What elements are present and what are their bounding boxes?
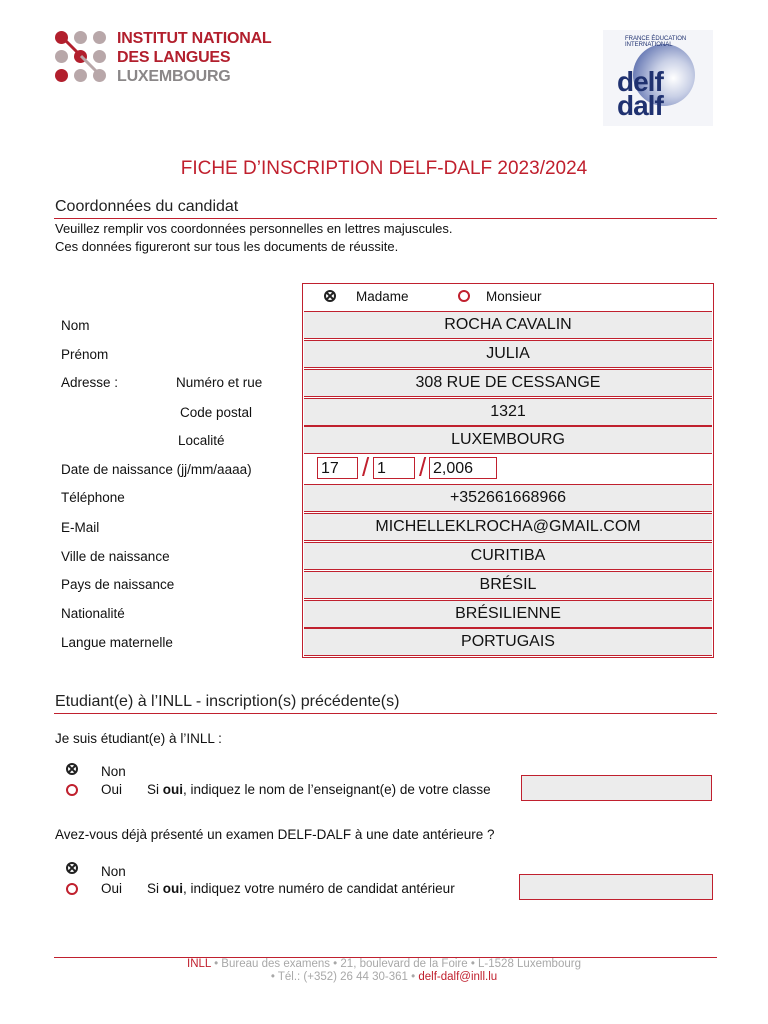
label-code-postal: Code postal (180, 405, 253, 420)
question-student: Je suis étudiant(e) à l’INLL : (55, 731, 222, 746)
birth-year-field[interactable]: 2,006 (429, 457, 497, 479)
section-heading-candidate: Coordonnées du candidat (55, 198, 239, 215)
birth-day-field[interactable]: 17 (317, 457, 358, 479)
delf-dalf-logo (603, 30, 713, 126)
instruction-line1: Veuillez remplir vos coordonnées personnelles en lettres majuscules. (55, 221, 453, 236)
previous-non-label: Non (101, 864, 126, 879)
teacher-hint: Si oui, indiquez le nom de l’enseignant(e) de votre classe (147, 782, 491, 797)
pays-naissance-field[interactable]: BRÉSIL (304, 571, 712, 599)
section-heading-student: Etudiant(e) à l’INLL - inscription(s) précédente(s) (55, 693, 400, 710)
label-ville-naissance: Ville de naissance (61, 549, 170, 564)
telephone-field[interactable]: +352661668966 (304, 484, 712, 512)
footer-email-link[interactable]: delf-dalf@inll.lu (418, 971, 498, 983)
logo-connector-lines (55, 30, 115, 85)
footer-line1: INLL • Bureau des examens • 21, boulevard de la Foire • L-1528 Luxembourg (187, 958, 581, 970)
label-nom: Nom (61, 318, 90, 333)
rue-field[interactable]: 308 RUE DE CESSANGE (304, 369, 712, 397)
label-naissance: Date de naissance (jj/mm/aaaa) (61, 462, 252, 477)
label-nationalite: Nationalité (61, 606, 125, 621)
label-rue: Numéro et rue (176, 375, 263, 390)
inll-logo-text (117, 29, 272, 86)
nom-field[interactable]: ROCHA CAVALIN (304, 311, 712, 339)
question-previous-exam: Avez-vous déjà présenté un examen DELF-DALF à une date antérieure ? (55, 827, 495, 842)
section-rule (54, 218, 717, 219)
label-email: E-Mail (61, 520, 100, 535)
footer-line2: • Tél.: (+352) 26 44 30-361 • delf-dalf@inll.lu (270, 971, 498, 983)
instruction-line2: Ces données figureront sur tous les documents de réussite. (55, 239, 399, 254)
label-pays-naissance: Pays de naissance (61, 577, 175, 592)
label-adresse: Adresse : (61, 375, 119, 390)
dalf-word: dalf (617, 90, 663, 121)
section-rule (54, 713, 717, 714)
localite-field[interactable]: LUXEMBOURG (304, 426, 712, 454)
page-title: FICHE D’INSCRIPTION DELF-DALF 2023/2024 (180, 158, 588, 179)
prenom-field[interactable]: JULIA (304, 340, 712, 368)
student-non-radio[interactable] (66, 763, 78, 775)
ville-naissance-field[interactable]: CURITIBA (304, 542, 712, 570)
previous-non-radio[interactable] (66, 862, 78, 874)
candidate-number-input[interactable] (519, 874, 713, 900)
code-postal-field[interactable]: 1321 (304, 398, 712, 426)
teacher-name-input[interactable] (521, 775, 712, 801)
date-separator: / (362, 452, 370, 482)
langue-field[interactable]: PORTUGAIS (304, 628, 712, 656)
student-oui-label: Oui (101, 782, 123, 797)
label-prenom: Prénom (61, 347, 109, 362)
monsieur-label: Monsieur (486, 289, 542, 304)
delf-word: delf (617, 66, 663, 97)
logo-line1: INSTITUT NATIONAL (117, 30, 272, 47)
previous-oui-radio[interactable] (66, 883, 78, 895)
madame-radio[interactable] (324, 290, 336, 302)
monsieur-radio[interactable] (458, 290, 470, 302)
logo-line3: LUXEMBOURG (117, 68, 231, 85)
birth-month-field[interactable]: 1 (373, 457, 415, 479)
footer-inll: INLL (187, 958, 211, 970)
label-localite: Localité (178, 433, 225, 448)
madame-label: Madame (356, 289, 409, 304)
date-separator: / (419, 452, 427, 482)
label-telephone: Téléphone (61, 490, 125, 505)
student-oui-radio[interactable] (66, 784, 78, 796)
candidate-number-hint: Si oui, indiquez votre numéro de candidat antérieur (147, 881, 455, 896)
logo-line2: DES LANGUES (117, 49, 231, 66)
delf-arc-text: FRANCE ÉDUCATION INTERNATIONAL (625, 36, 687, 48)
nationalite-field[interactable]: BRÉSILIENNE (304, 600, 712, 628)
previous-oui-label: Oui (101, 881, 123, 896)
email-field[interactable]: MICHELLEKLROCHA@GMAIL.COM (304, 513, 712, 541)
student-non-label: Non (101, 764, 126, 779)
label-langue: Langue maternelle (61, 635, 173, 650)
